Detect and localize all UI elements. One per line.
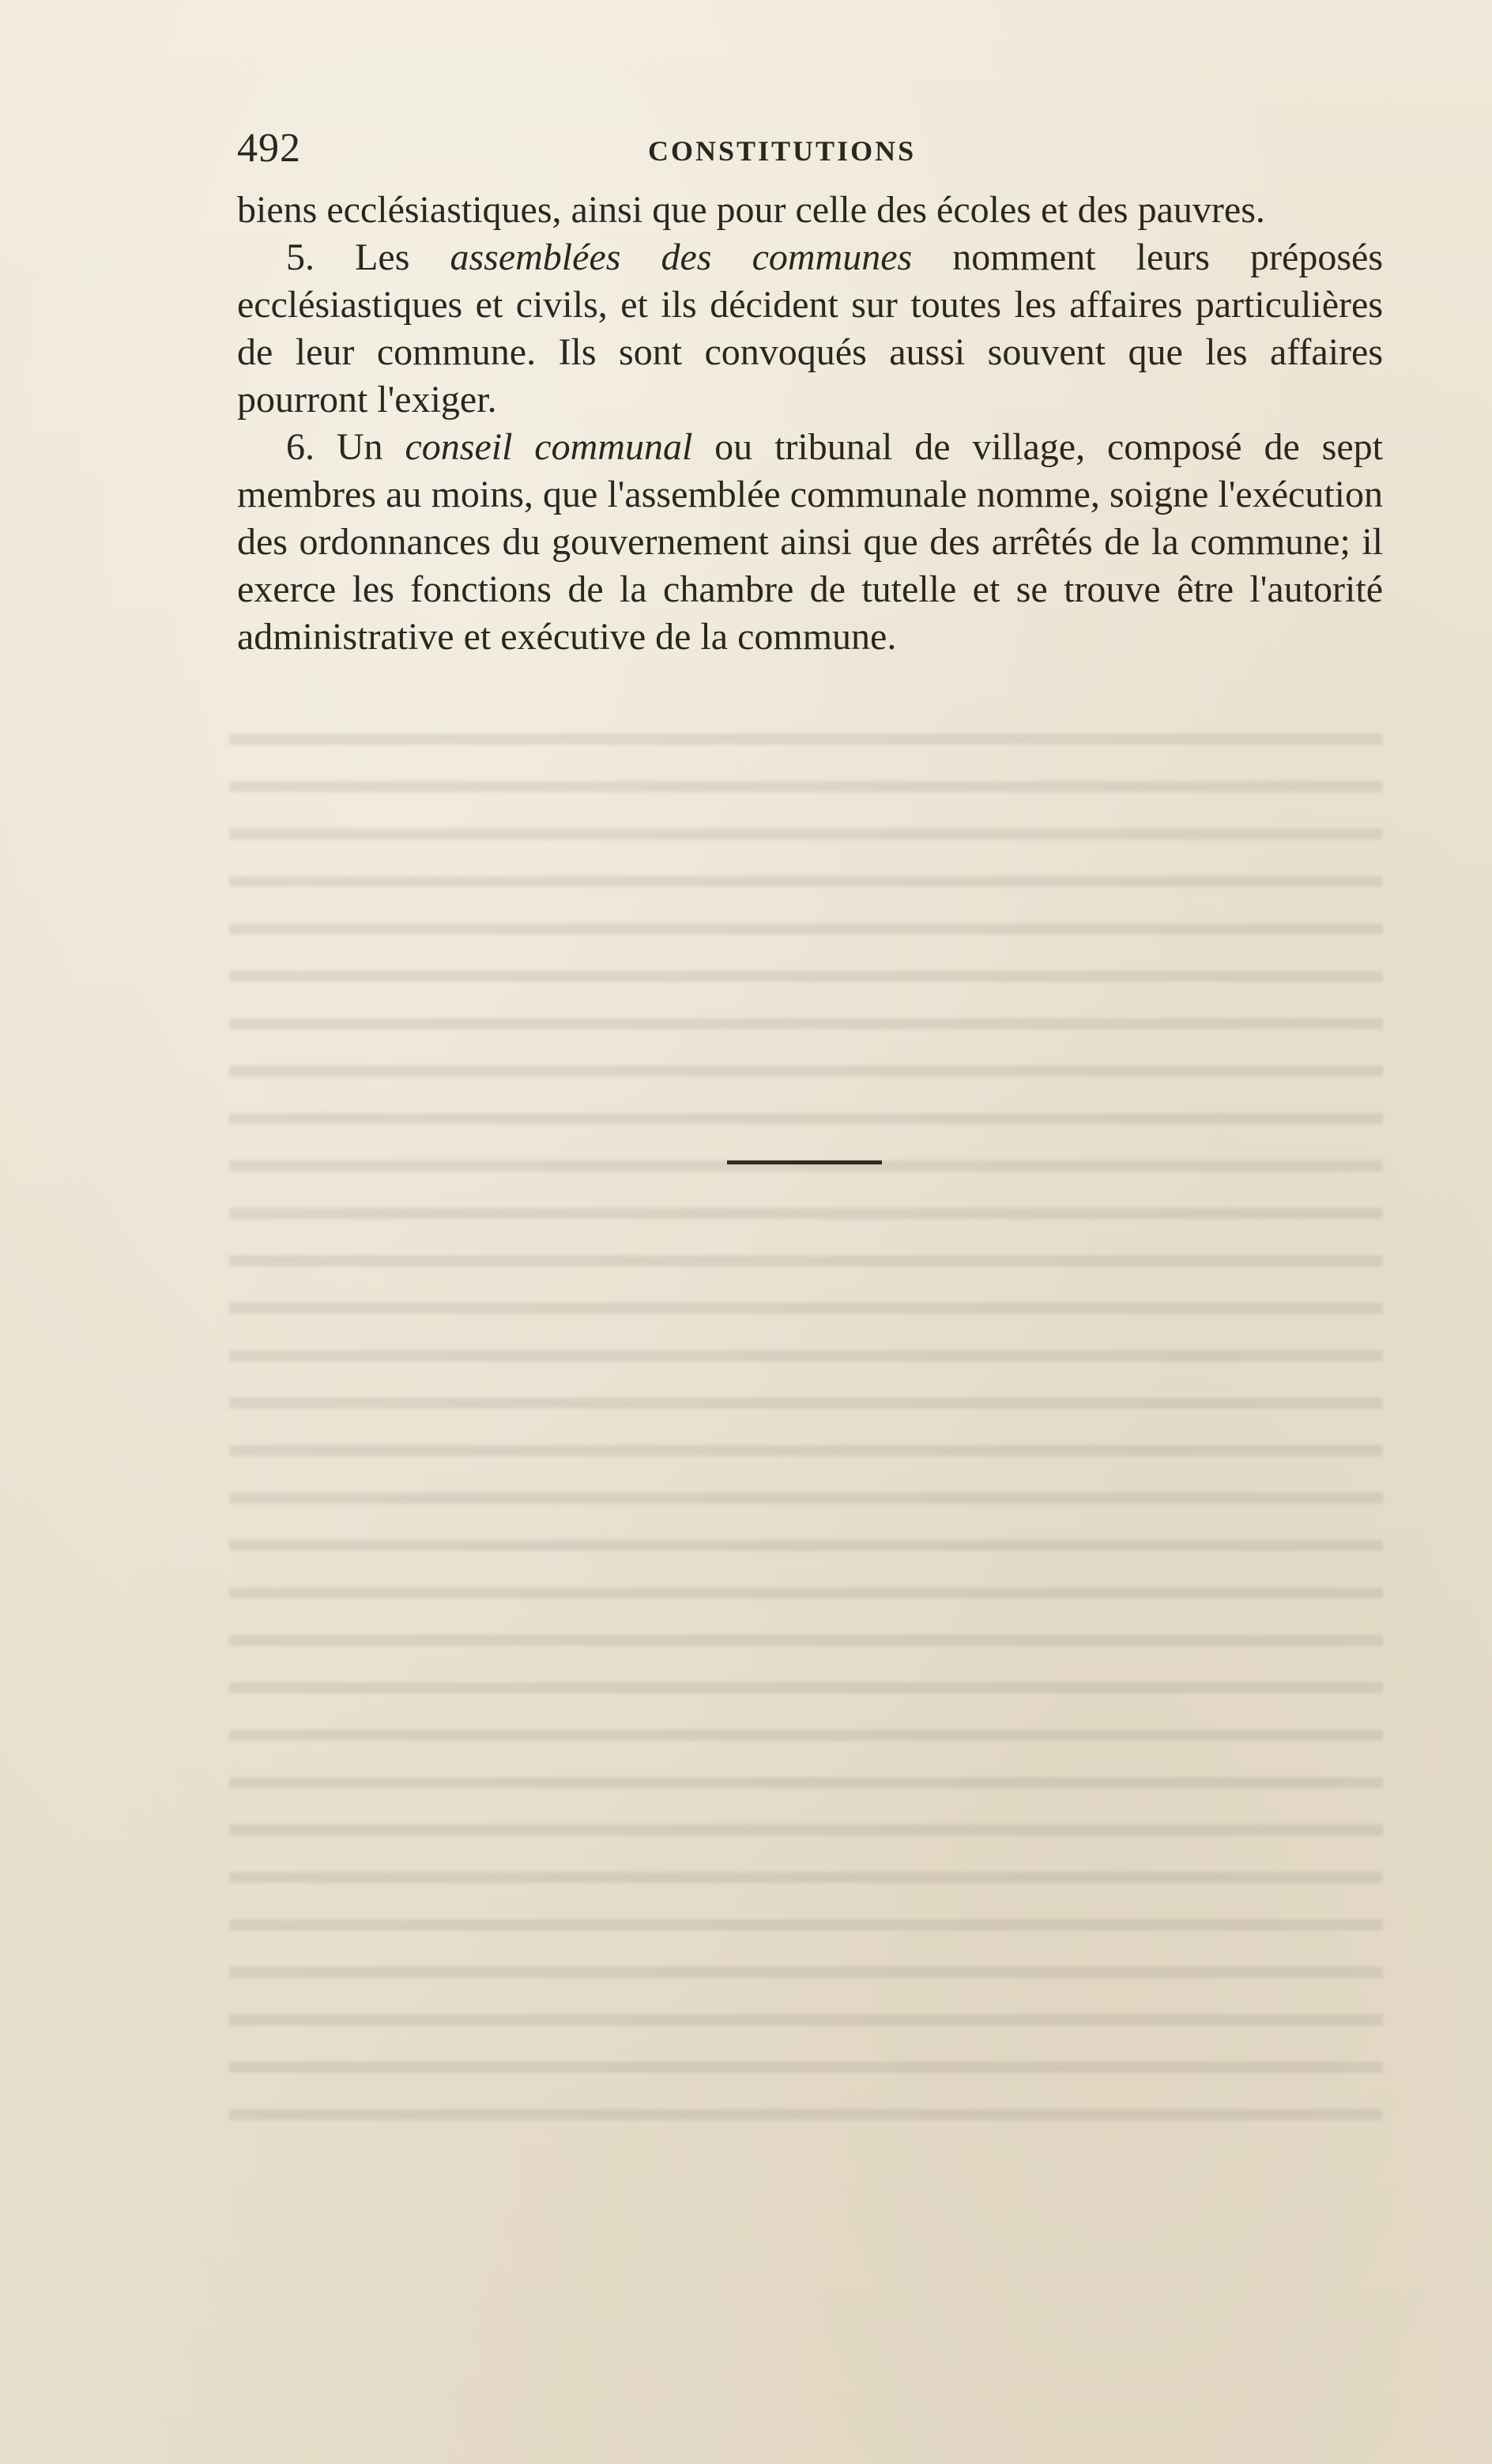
body-text [237, 187, 1383, 661]
page-header [237, 125, 1383, 180]
paragraph-article-5 [237, 234, 1383, 424]
page-number: 492 [237, 126, 301, 171]
section-divider-rule [727, 1160, 882, 1164]
text-segment: 5. Les [286, 236, 450, 278]
running-title: CONSTITUTIONS [648, 135, 917, 167]
text-segment: biens ecclésiastiques, ainsi que pour celle des écoles et des pauvres. [237, 189, 1265, 231]
show-through-texture [229, 711, 1383, 2134]
paragraph-article-6 [237, 424, 1383, 661]
text-segment: ou tribunal de village, composé de sept membres au moins, que l'assemblée communale nomme, soigne l'exécution des ordonnances du gouvernement ainsi que des arrêtés de la commune; il exerce les fonctions de la chambre de tutelle et se trouve être l'autorité administrative et exécutive de la commune. [237, 426, 1383, 658]
italic-term-assemblees: assemblées des communes [450, 236, 913, 278]
text-segment: 6. Un [286, 426, 405, 468]
text-segment: nomment leurs préposés ecclésiastiques et civils, et ils décident sur toutes les affaires particulières de leur commune. Ils sont convoqués aussi souvent que les affaires pourront l'exiger. [237, 236, 1383, 421]
italic-term-conseil: conseil communal [405, 426, 693, 468]
paragraph-continuation [237, 187, 1383, 234]
